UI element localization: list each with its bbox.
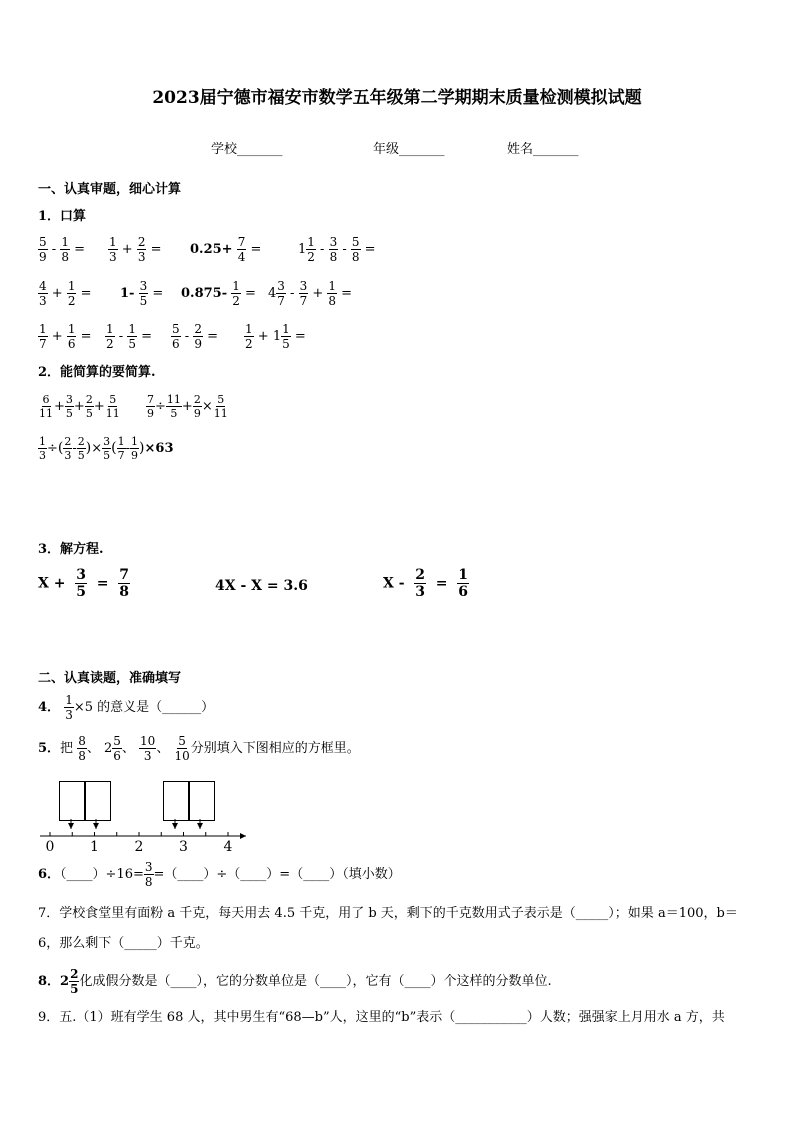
number-line-label: 3 — [179, 839, 188, 855]
q7-line-2: 6，那么剩下（_____）千克。 — [38, 936, 209, 951]
name-field[interactable]: 姓名_______ — [507, 142, 579, 157]
q2-label: 2．能简算的要简算. — [38, 365, 156, 380]
q5: 5．把 $\frac{8}{8}$ 、 2 $\frac{5}{6}$ 、 $\frac{10}{3}$ 、 $\frac{5}{10}$ 分别填入下图相应的方框里。 — [38, 734, 360, 763]
q6: 6．（____）÷16= $\frac{3}{8}$ =（____）÷（____）=（____）（填小数） — [38, 860, 401, 889]
q1-expr-3: 0.25+ $\frac{7}{4}$ = — [190, 235, 262, 264]
q3-label: 3．解方程. — [38, 542, 104, 557]
q4-number: 4． — [38, 700, 61, 715]
q1-expr-10: $\frac{1}{2}$ - $\frac{1}{5}$ = — [106, 322, 152, 351]
number-line-label: 2 — [134, 839, 144, 855]
q2-expr-3: $\frac{1}{3}$ ÷( $\frac{2}{3}$ - $\frac{2}{5}$ )× $\frac{3}{5}$ ( $\frac{1}{7}$ - $\frac{1}{9}$ )×63 — [39, 435, 174, 462]
q8-text: 化成假分数是（____），它的分数单位是（____），它有（____）个这样的分数单位. — [79, 974, 552, 989]
q8-number: 8． — [38, 974, 61, 989]
q1-expr-7: 0.875- $\frac{1}{2}$ = — [181, 279, 256, 308]
section2-heading: 二、认真读题，准确填写 — [38, 671, 182, 686]
q1-expr-2: $\frac{1}{3}$ + $\frac{2}{3}$ = — [109, 235, 162, 264]
page-title: 2023届宁德市福安市数学五年级第二学期期末质量检测模拟试题 — [152, 88, 642, 108]
q3-eq-1: X + $\frac{3}{5}$ = $\frac{7}{8}$ — [38, 567, 129, 600]
number-line-label: 1 — [90, 839, 99, 855]
q8: 8．2 $\frac{2}{5}$ 化成假分数是（____），它的分数单位是（____），它有（____）个这样的分数单位. — [38, 967, 552, 996]
q2-expr-1: $\frac{6}{11}$ + $\frac{3}{5}$ + $\frac{2}{5}$ + $\frac{5}{11}$ — [39, 393, 120, 420]
q7-line-1: 7．学校食堂里有面粉 a 千克，每天用去 4.5 千克，用了 b 天，剩下的千克数用式子表示是（_____）；如果 a＝100，b＝ — [38, 906, 738, 921]
number-line-label: 4 — [223, 839, 233, 855]
q9-line-1: 9．五.（1）班有学生 68 人，其中男生有“68—b”人，这里的“b”表示（___________）人数；强强家上月用水 a 方，共 — [38, 1010, 725, 1025]
q1-expr-8: 4 $\frac{3}{7}$ - $\frac{3}{7}$ + $\frac{1}{8}$ = — [268, 279, 353, 308]
q3-eq-3: X - $\frac{2}{3}$ = $\frac{1}{6}$ — [383, 567, 469, 600]
q1-expr-9: $\frac{1}{7}$ + $\frac{1}{6}$ = — [39, 322, 92, 351]
q1-expr-11: $\frac{5}{6}$ - $\frac{2}{9}$ = — [172, 322, 218, 351]
q5-text: 分别填入下图相应的方框里。 — [190, 741, 360, 756]
q2-expr-2: $\frac{7}{9}$ ÷ $\frac{11}{5}$ + $\frac{2}{9}$ × $\frac{5}{11}$ — [147, 393, 228, 420]
q6-text-a: （____）÷16= — [60, 867, 144, 882]
q1-expr-5: $\frac{4}{3}$ + $\frac{1}{2}$ = — [39, 279, 92, 308]
grade-field[interactable]: 年级_______ — [373, 142, 445, 157]
q6-text-b: =（____）÷（____）=（____）（填小数） — [153, 867, 401, 882]
q4-text: ×5 的意义是（______） — [73, 700, 215, 715]
school-field[interactable]: 学校_______ — [211, 142, 283, 157]
q5-number: 5． — [38, 741, 61, 756]
q4: 4． $\frac{1}{3}$ ×5 的意义是（______） — [38, 693, 215, 722]
q1-expr-6: 1- $\frac{3}{5}$ = — [120, 279, 164, 308]
q5-pre: 把 — [60, 741, 74, 756]
q3-eq-2: 4X - X = 3.6 — [215, 578, 308, 594]
section1-heading: 一、认真审题，细心计算 — [38, 182, 182, 197]
q1-expr-12: $\frac{1}{2}$ + 1 $\frac{1}{5}$ = — [245, 322, 306, 351]
number-line-label: 0 — [45, 839, 55, 855]
q1-label: 1．口算 — [38, 209, 87, 224]
q6-number: 6． — [38, 867, 61, 882]
q1-expr-4: 1 $\frac{1}{2}$ - $\frac{3}{8}$ - $\frac{5}{8}$ = — [298, 235, 376, 264]
q1-expr-1: $\frac{5}{9}$ - $\frac{1}{8}$ = — [39, 235, 85, 264]
